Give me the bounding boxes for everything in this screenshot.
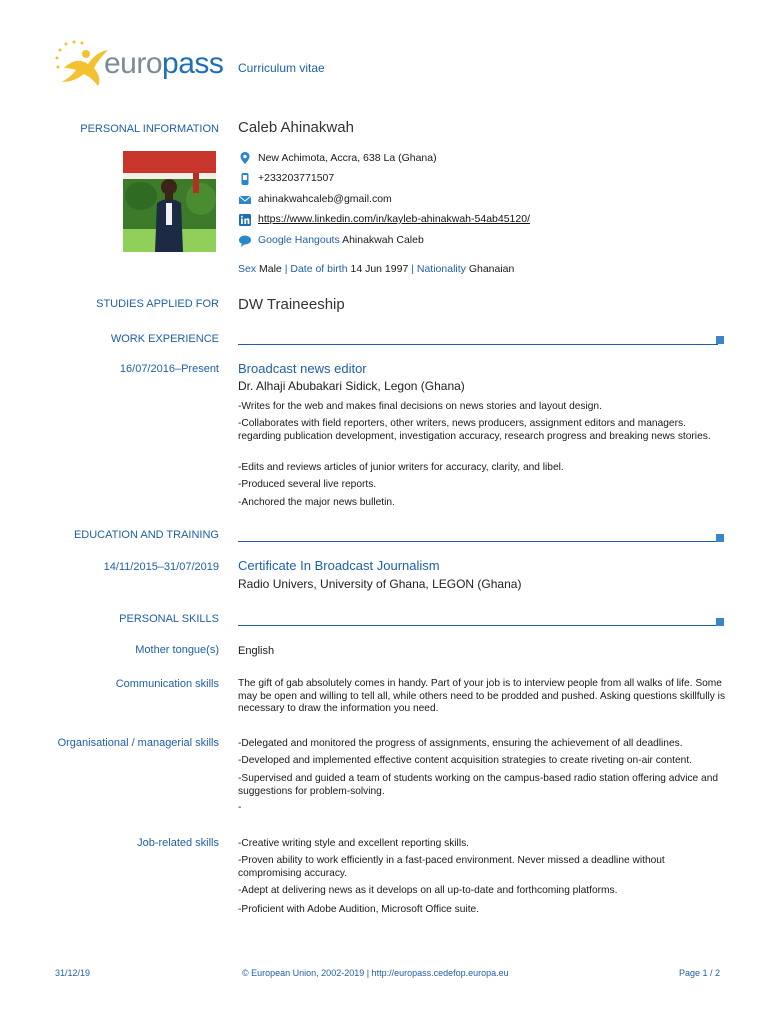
job-bullet: -Proficient with Adobe Audition, Microsoft Office suite. [238, 904, 480, 915]
section-rule-end [716, 618, 724, 626]
section-rule [238, 541, 718, 542]
profile-photo [123, 151, 216, 252]
studies-label: STUDIES APPLIED FOR [96, 298, 219, 310]
footer-date: 31/12/19 [55, 968, 91, 978]
section-rule [238, 625, 718, 626]
separator: | [284, 263, 288, 275]
work-bullet: -Edits and reviews articles of junior writers for accuracy, clarity, and libel. [238, 462, 564, 473]
org-bullet: -Delegated and monitored the progress of assignments, ensuring the achievement of all deadlines. [238, 738, 683, 749]
address-text: New Achimota, Accra, 638 La (Ghana) [258, 152, 437, 164]
linkedin-icon [238, 213, 252, 227]
footer-page-number: Page 1 / 2 [679, 968, 721, 978]
organisational-skills-label: Organisational / managerial skills [57, 737, 219, 749]
phone-icon [238, 172, 252, 186]
linkedin-link[interactable]: https://www.linkedin.com/in/kayleb-ahinakwah-54ab45120/ [258, 213, 530, 225]
work-date: 16/07/2016–Present [119, 363, 219, 375]
org-bullet: -Developed and implemented effective content acquisition strategies to create riveting on-air content. [238, 755, 692, 766]
section-rule-end [716, 336, 724, 344]
location-pin-icon [238, 151, 252, 165]
nationality-value: Ghanaian [468, 263, 515, 275]
work-title: Broadcast news editor [238, 361, 367, 376]
im-row [258, 234, 424, 246]
phone-text: +233203771507 [258, 172, 335, 184]
sex-label: Sex [238, 263, 257, 275]
education-label: EDUCATION AND TRAINING [73, 529, 219, 541]
im-name: Ahinakwah Caleb [342, 234, 424, 246]
logo-pass-text: pass [162, 47, 224, 80]
separator: | [411, 263, 414, 275]
section-rule-end [716, 534, 724, 542]
job-bullet: -Creative writing style and excellent reporting skills. [238, 838, 470, 849]
job-skills-label: Job-related skills [137, 837, 219, 849]
work-bullet: -Collaborates with field reporters, other writers, news producers, assignment editors and managers. regarding publication development, investigation accuracy, research progress and breaking news stories. [238, 418, 711, 442]
communication-skills-label: Communication skills [115, 678, 219, 690]
job-bullet: -Proven ability to work efficiently in a fast-paced environment. Never missed a deadline without compromising accuracy. [238, 855, 665, 879]
education-title: Certificate In Broadcast Journalism [238, 558, 440, 573]
job-bullet: -Adept at delivering news as it develops on all up-to-date and forthcoming platforms. [238, 885, 618, 896]
work-employer: Dr. Alhaji Abubakari Sidick, Legon (Ghana) [238, 379, 465, 393]
mother-tongue-value: English [238, 645, 275, 657]
personal-details [238, 263, 514, 275]
org-bullet: - [238, 802, 242, 813]
mother-tongue-label: Mother tongue(s) [135, 644, 219, 656]
communication-skills-text: The gift of gab absolutely comes in handy. Part of your job is to interview people from all walks of life. Some may be open and willing to tell all, while others need to be prodded and pushed. Asking questions skillfully is necessary to draw the information you need. [238, 678, 726, 714]
personal-info-label: PERSONAL INFORMATION [80, 123, 219, 135]
work-experience-label: WORK EXPERIENCE [110, 333, 219, 345]
dob-label: Date of birth [290, 263, 348, 275]
person-name: Caleb Ahinakwah [238, 119, 354, 136]
work-bullet: -Produced several live reports. [238, 479, 377, 490]
chat-icon [238, 234, 252, 248]
dob-value: 14 Jun 1997 [350, 263, 409, 275]
work-bullet: -Writes for the web and makes final decisions on news stories and layout design. [238, 401, 602, 412]
europass-logo [52, 38, 222, 90]
org-bullet: -Supervised and guided a team of students working on the campus-based radio station offering advice and suggestions for problem-solving. [238, 773, 719, 797]
nationality-label: Nationality [416, 263, 466, 275]
section-rule [238, 344, 718, 345]
sex-value: Male [259, 263, 282, 275]
im-service: Google Hangouts [258, 234, 340, 246]
studies-value: DW Traineeship [238, 296, 345, 313]
education-institution: Radio Univers, University of Ghana, LEGON (Ghana) [238, 577, 522, 591]
personal-skills-label: PERSONAL SKILLS [119, 613, 219, 625]
work-bullet: -Anchored the major news bulletin. [238, 497, 395, 508]
logo-euro-text: euro [104, 47, 163, 80]
footer-copyright[interactable]: © European Union, 2002-2019 | http://europass.cedefop.europa.eu [242, 968, 509, 978]
email-icon [238, 193, 252, 207]
education-date: 14/11/2015–31/07/2019 [103, 561, 219, 573]
email-link[interactable]: ahinakwahcaleb@gmail.com [258, 193, 392, 205]
doc-title: Curriculum vitae [238, 61, 325, 75]
